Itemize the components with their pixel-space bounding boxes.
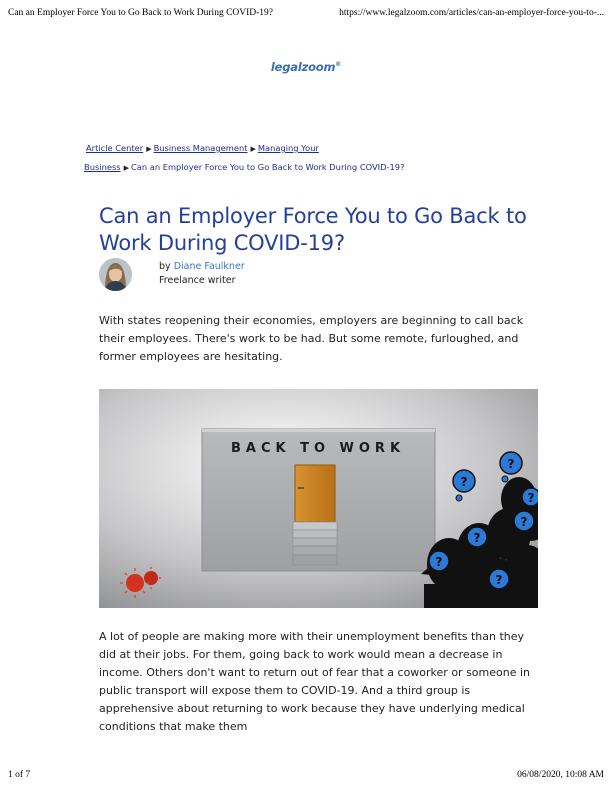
print-page-title: Can an Employer Force You to Go Back to Work During COVID-19? xyxy=(8,8,274,18)
breadcrumb-article-center[interactable]: Article Center xyxy=(86,143,144,153)
back-to-work-sign: BACK TO WORK xyxy=(230,441,406,456)
article-title: Can an Employer Force You to Go Back to Work During COVID-19? xyxy=(99,204,527,255)
breadcrumb xyxy=(84,139,424,177)
by-label: by xyxy=(159,261,171,272)
question-mark-text: ? xyxy=(520,515,528,529)
article-paragraph-intro: With states reopening their economies, employers are beginning to call back their employees. There's work to be had. But some remote, furloughed, and former employees are hesitating. xyxy=(99,314,524,363)
author-avatar xyxy=(99,258,132,291)
breadcrumb-separator-icon: ▶ xyxy=(250,145,256,153)
print-header xyxy=(8,8,604,22)
breadcrumb-separator-icon: ▶ xyxy=(123,164,129,172)
print-page-url: https://www.legalzoom.com/articles/can-an-employer-force-you-to-... xyxy=(339,8,604,18)
logo-text: legalzoom xyxy=(270,60,336,74)
breadcrumb-managing-your[interactable]: Managing Your xyxy=(257,143,319,153)
legalzoom-logo[interactable] xyxy=(0,60,612,74)
question-mark-text: ? xyxy=(527,491,535,505)
question-mark-text: ? xyxy=(495,573,503,587)
print-page-number: 1 of 7 xyxy=(8,770,31,780)
registered-mark: ® xyxy=(335,61,342,69)
breadcrumb-current-page: Can an Employer Force You to Go Back to Work During COVID-19? xyxy=(130,162,405,172)
back-to-work-image xyxy=(99,389,538,608)
question-mark-text: ? xyxy=(507,457,515,471)
print-footer xyxy=(8,770,604,784)
author-name-link[interactable]: Diane Faulkner xyxy=(173,261,245,272)
question-mark-text: ? xyxy=(460,475,468,489)
author-byline xyxy=(159,260,245,288)
print-datetime: 06/08/2020, 10:08 AM xyxy=(517,770,604,780)
breadcrumb-business[interactable]: Business xyxy=(84,162,121,172)
question-mark-text: ? xyxy=(473,531,481,545)
author-role: Freelance writer xyxy=(159,275,236,286)
article-paragraph-2: A lot of people are making more with their unemployment benefits than they did at their jobs. For them, going back to work would mean a decrease in income. Others don't want to return out of fear that a coworker or someone in public transport will expose them to COVID-19. And a third group is apprehensive about returning to work because they have underlying medical conditions that make them xyxy=(99,630,531,733)
question-mark-text: ? xyxy=(435,555,443,569)
breadcrumb-business-management[interactable]: Business Management xyxy=(153,143,248,153)
breadcrumb-separator-icon: ▶ xyxy=(146,145,152,153)
